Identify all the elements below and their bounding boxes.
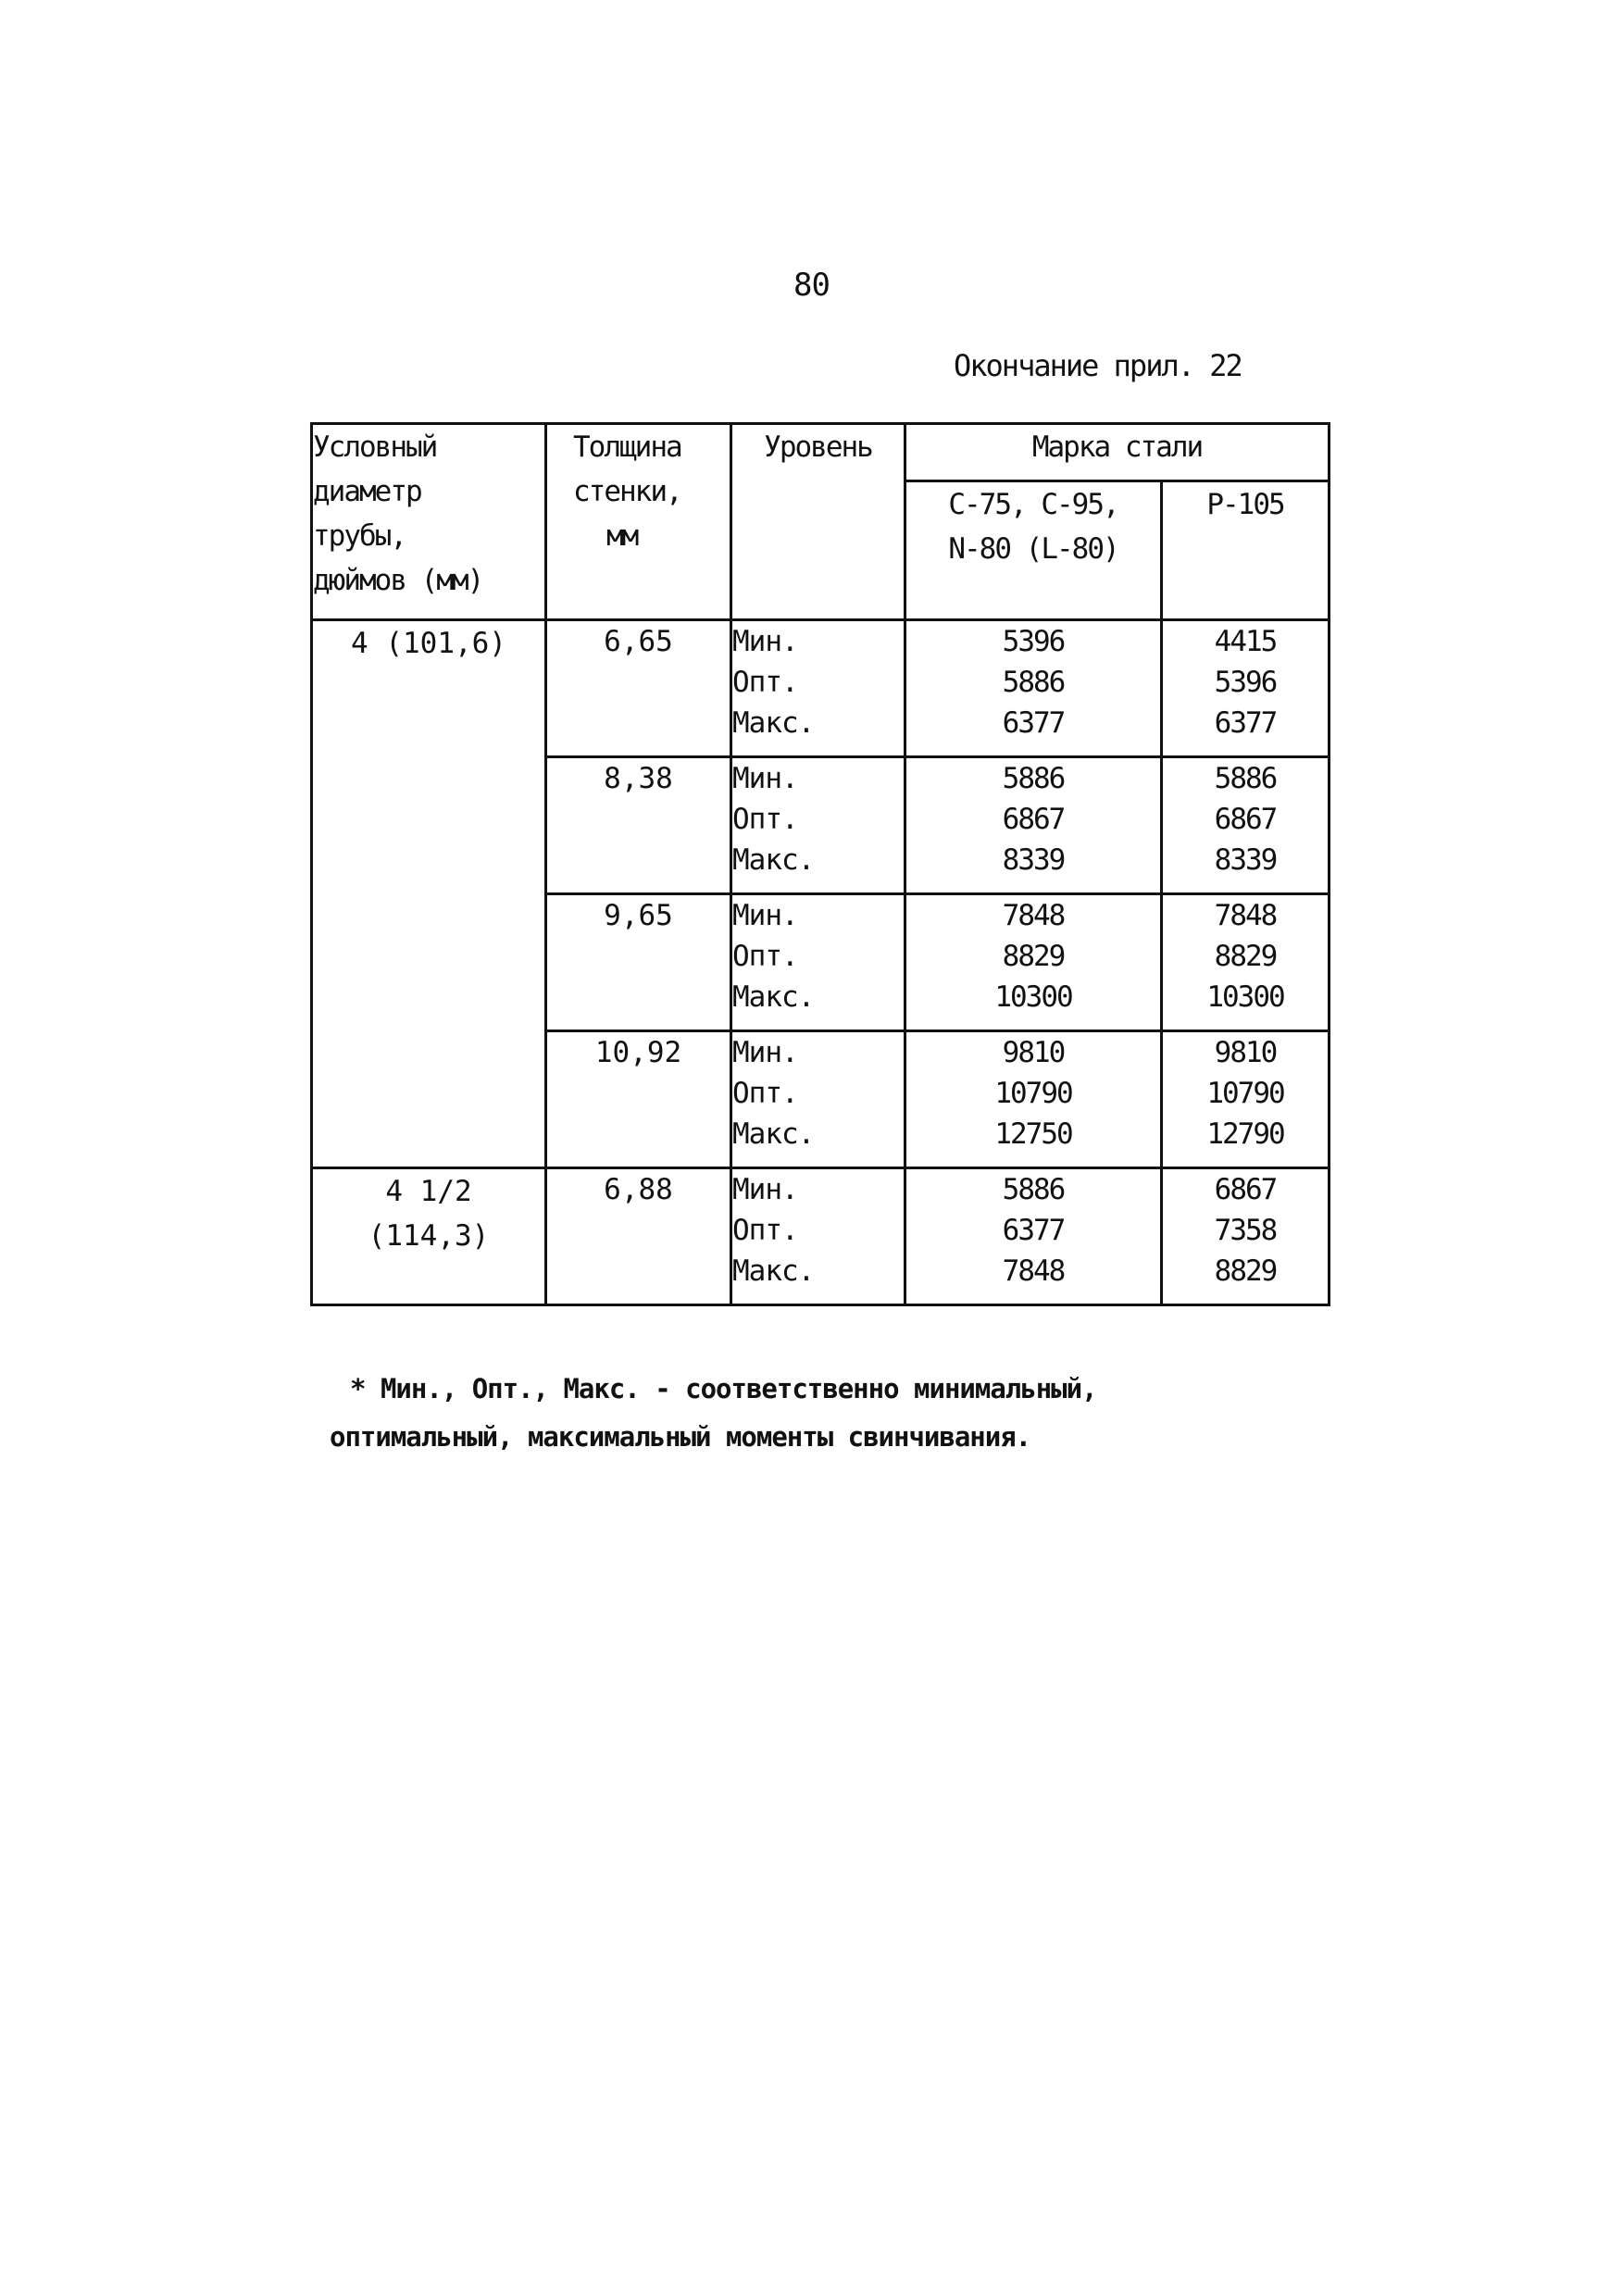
footnote-marker: * (350, 1373, 366, 1404)
header-level: Уровень (731, 424, 905, 620)
header-diameter: Условный диаметр трубы, дюймов (мм) (312, 424, 546, 620)
cell-thickness: 10,92 (546, 1031, 731, 1168)
cell-diameter: 4 1/2 (114,3) (312, 1168, 546, 1305)
cell-levels: Мин. Опт. Макс. (731, 620, 905, 757)
cell-diameter: 4 (101,6) (312, 620, 546, 1168)
table-row (312, 620, 1330, 757)
cell-grade-c75-c95-n80: 5396 5886 6377 (905, 620, 1162, 757)
cell-grade-c75-c95-n80: 7848 8829 10300 (905, 894, 1162, 1031)
cell-grade-p105: 9810 10790 12790 (1162, 1031, 1330, 1168)
cell-grade-c75-c95-n80: 9810 10790 12750 (905, 1031, 1162, 1168)
table-row (312, 1168, 1330, 1305)
footnote-line-1: Мин., Опт., Макс. - соответственно минимальный, (380, 1373, 1097, 1404)
header-grade-c75-c95-n80: С-75, С-95, N-80 (L-80) (905, 481, 1162, 620)
header-thickness: Толщина стенки, мм (546, 424, 731, 620)
footnote-line-2: оптимальный, максимальный моменты свинчивания. (330, 1421, 1031, 1453)
cell-thickness: 6,65 (546, 620, 731, 757)
cell-thickness: 9,65 (546, 894, 731, 1031)
cell-thickness: 6,88 (546, 1168, 731, 1305)
cell-levels: Мин. Опт. Макс. (731, 894, 905, 1031)
footnote (330, 1365, 1276, 1461)
cell-levels: Мин. Опт. Макс. (731, 1168, 905, 1305)
page-number: 80 (793, 267, 830, 304)
header-grade-p105: Р-105 (1162, 481, 1330, 620)
appendix-reference: Окончание прил. 22 (954, 348, 1242, 383)
cell-grade-c75-c95-n80: 5886 6377 7848 (905, 1168, 1162, 1305)
cell-thickness: 8,38 (546, 757, 731, 894)
makeup-torque-table (310, 422, 1330, 1306)
cell-grade-p105: 7848 8829 10300 (1162, 894, 1330, 1031)
cell-grade-p105: 4415 5396 6377 (1162, 620, 1330, 757)
cell-grade-p105: 5886 6867 8339 (1162, 757, 1330, 894)
cell-grade-p105: 6867 7358 8829 (1162, 1168, 1330, 1305)
cell-levels: Мин. Опт. Макс. (731, 1031, 905, 1168)
header-steel-grade: Марка стали (905, 424, 1330, 481)
cell-levels: Мин. Опт. Макс. (731, 757, 905, 894)
cell-grade-c75-c95-n80: 5886 6867 8339 (905, 757, 1162, 894)
